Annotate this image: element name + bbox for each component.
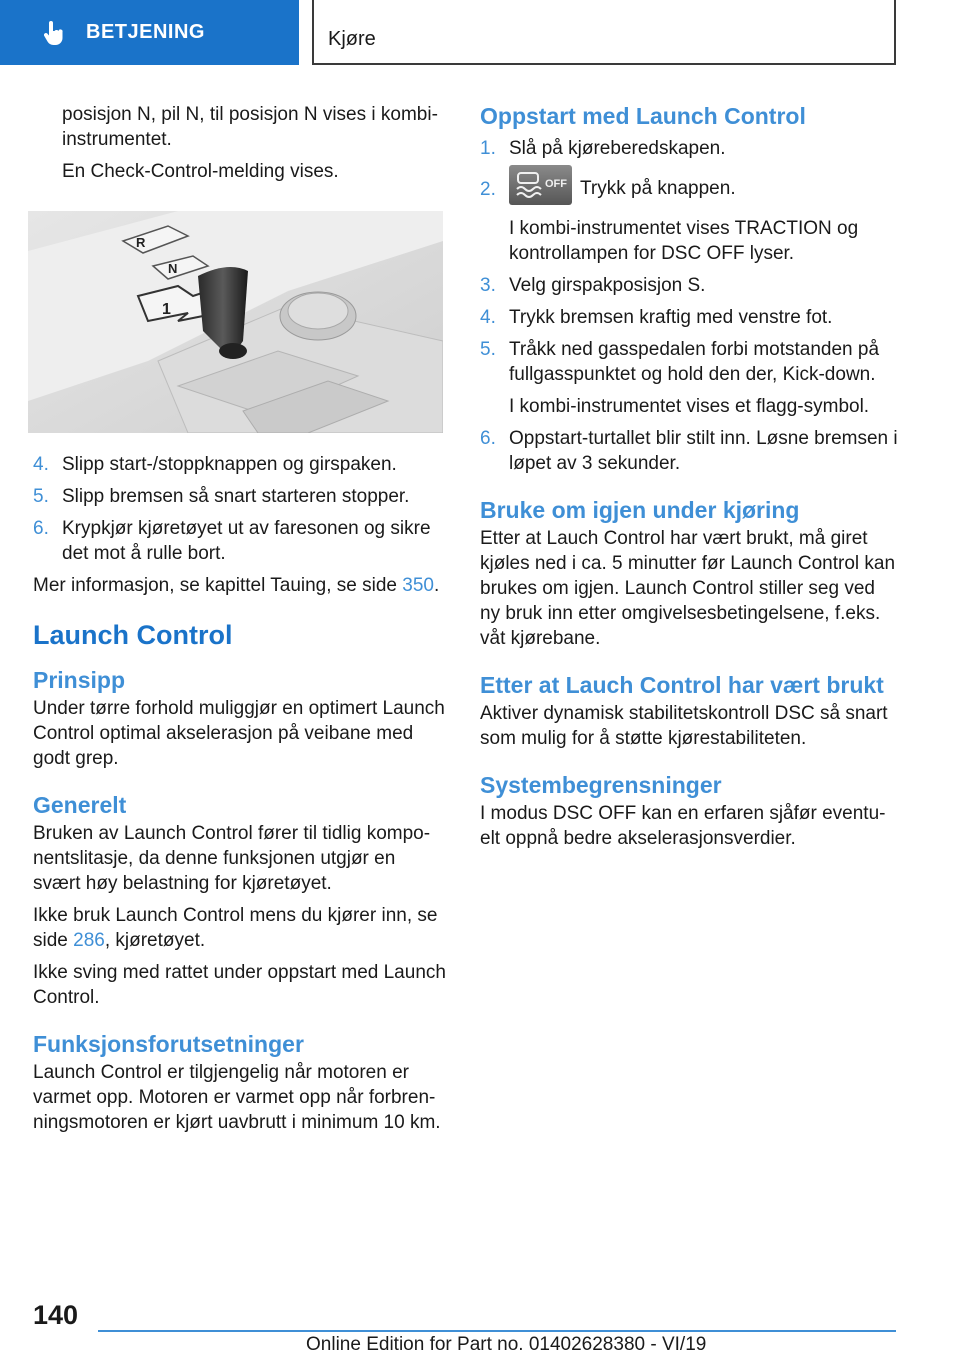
step-text: Tråkk ned gasspedalen forbi motstanden på fullgasspunktet og hold den der, Kick-down.	[509, 339, 880, 385]
paragraph: Etter at Lauch Control har vært brukt, må giret kjøles ned i ca. 5 minutter før Launch Control kan brukes om igjen. Launch Control stiller seg ved ny bruk inn etter omgivelsesbetingelsene, f.eks. våt kjørebane.	[480, 528, 896, 649]
step-text: Krypkjør kjøretøyet ut av faresonen og sikre det mot å rulle bort.	[62, 518, 431, 564]
list-item	[33, 484, 448, 509]
left-column	[33, 102, 448, 1142]
intro-line: En Check-Control-melding vises.	[62, 161, 339, 182]
subsection-heading: Bruke om igjen under kjøring	[480, 497, 800, 523]
list-item	[480, 426, 898, 476]
chapter-title: Kjøre	[312, 0, 896, 65]
subsection-heading: Oppstart med Launch Control	[480, 103, 806, 129]
step-number: 5.	[480, 339, 496, 360]
subsection-heading: Funksjonsforutsetninger	[33, 1031, 304, 1057]
step-text: Slipp bremsen så snart starteren stopper.	[62, 486, 410, 507]
section-title: BETJENING	[86, 21, 205, 43]
section-tab[interactable]	[0, 0, 299, 65]
paragraph: Ikke sving med rattet under oppstart med Launch Control.	[33, 962, 446, 1008]
subsection-heading: Systembegrensninger	[480, 772, 722, 798]
step-number: 5.	[33, 486, 49, 507]
page-link[interactable]: 350	[402, 575, 434, 596]
paragraph: Bruken av Launch Control fører til tidlig kompo-nentslitasje, da denne funksjonen utgjør en svært høy belastning for kjøretøyet.	[33, 823, 431, 894]
list-item	[33, 452, 448, 477]
intro-line: posisjon N, pil N, til posisjon N vises i kombi-instrumentet.	[62, 104, 438, 150]
step-text: Slå på kjøreberedskapen.	[509, 138, 726, 159]
list-item	[480, 216, 898, 266]
step-number: 6.	[480, 428, 496, 449]
dsc-off-button-icon	[509, 165, 572, 205]
list-item	[480, 136, 898, 161]
step-number	[480, 394, 509, 419]
gear-selector-illustration	[28, 211, 443, 433]
subsection-heading: Etter at Lauch Control har vært brukt	[480, 672, 884, 698]
right-column	[480, 102, 898, 858]
step-number: 6.	[33, 518, 49, 539]
step-text: Velg girspakposisjon S.	[509, 275, 706, 296]
step-list	[33, 452, 448, 566]
step-text: Slipp start-/stoppknappen og girspaken.	[62, 454, 397, 475]
section-heading: Launch Control	[33, 620, 233, 650]
paragraph: I modus DSC OFF kan en erfaren sjåfør eventu-elt oppnå bedre akselerasjonsverdier.	[480, 803, 886, 849]
figure-label: N	[168, 261, 178, 276]
list-item	[480, 169, 898, 209]
step-number	[480, 216, 509, 266]
step-number: 4.	[33, 454, 49, 475]
hand-pointer-icon	[40, 20, 66, 46]
step-number: 4.	[480, 307, 496, 328]
paragraph: Aktiver dynamisk stabilitetskontroll DSC så snart som mulig for å støtte kjørestabiliteten.	[480, 703, 888, 749]
figure-label: R	[136, 235, 146, 250]
step-text: I kombi-instrumentet vises et flagg-symbol.	[509, 396, 870, 417]
subsection-heading: Prinsipp	[33, 667, 126, 693]
list-item	[33, 516, 448, 566]
figure-label: 1	[162, 301, 171, 318]
list-item	[480, 273, 898, 298]
subsection-heading: Generelt	[33, 792, 127, 818]
step-number: 3.	[480, 275, 496, 296]
step-text: Trykk bremsen kraftig med venstre fot.	[509, 307, 833, 328]
list-item	[480, 337, 898, 387]
edition-note: Online Edition for Part no. 01402628380 - VI/19	[306, 1334, 707, 1355]
list-item	[480, 394, 898, 419]
list-item	[480, 305, 898, 330]
paragraph: Launch Control er tilgjengelig når motoren er varmet opp. Motoren er varmet opp når forbren-ningsmotoren er kjørt uavbrutt i minimum 10 km.	[33, 1062, 441, 1133]
step-text: Oppstart-turtallet blir stilt inn. Løsne bremsen i løpet av 3 sekunder.	[509, 428, 898, 474]
page-number: 140	[33, 1300, 79, 1330]
step-text: I kombi-instrumentet vises TRACTION og kontrollampen for DSC OFF lyser.	[509, 218, 859, 264]
paragraph: Ikke bruk Launch Control mens du kjører inn, se side 286, kjøretøyet.	[33, 905, 438, 951]
step-text: Trykk på knappen.	[580, 178, 736, 200]
footer-divider	[98, 1330, 896, 1332]
more-info: Mer informasjon, se kapittel Tauing, se side 350.	[33, 575, 440, 596]
step-number: 1.	[480, 138, 496, 159]
dsc-off-label: OFF	[545, 178, 567, 190]
step-number: 2.	[480, 178, 496, 200]
page-link[interactable]: 286	[73, 930, 105, 951]
paragraph: Under tørre forhold muliggjør en optimert Launch Control optimal akselerasjon på veibane med godt grep.	[33, 698, 445, 769]
step-list	[480, 136, 898, 476]
